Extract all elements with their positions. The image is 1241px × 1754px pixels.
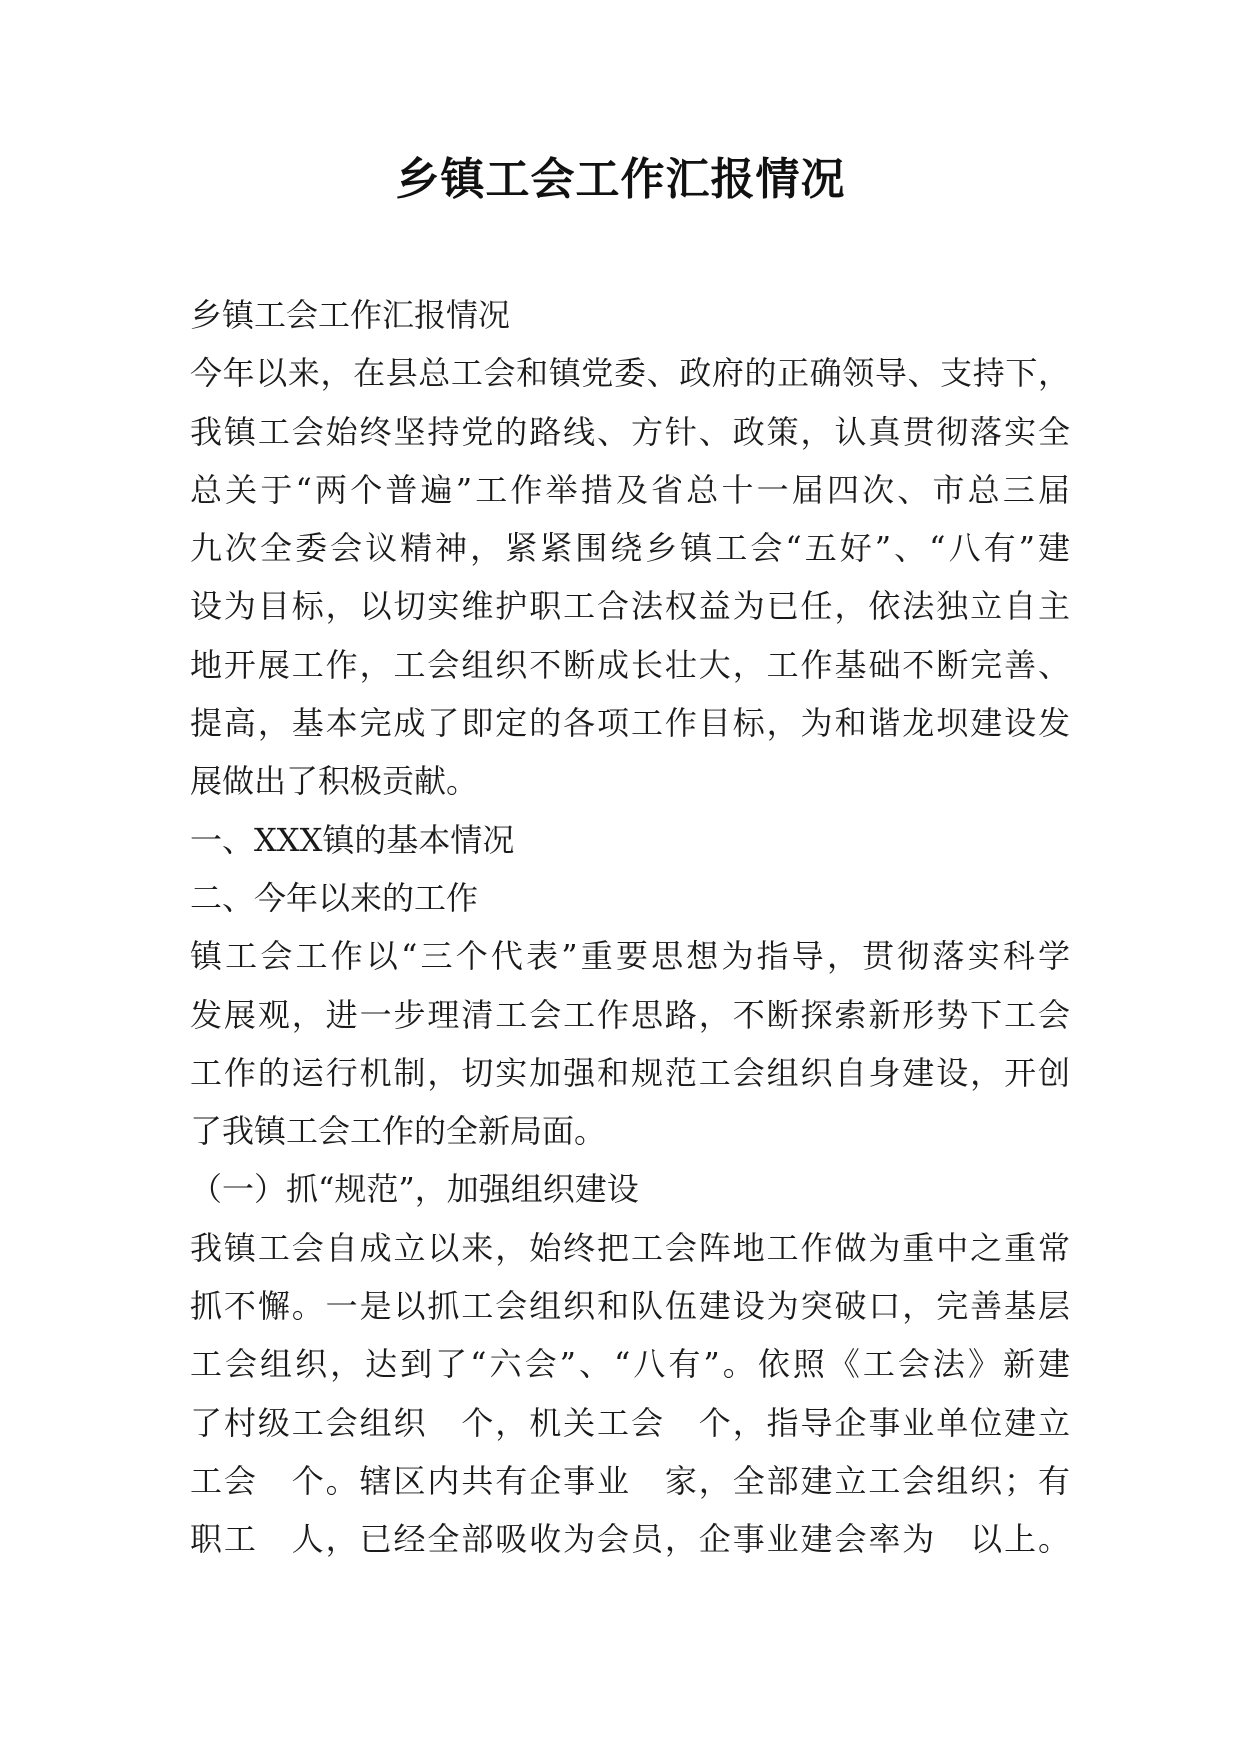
- document-body: [190, 286, 1070, 1569]
- paragraph-line: 了村级工会组织 个，机关工会 个，指导企事业单位建立: [190, 1403, 1070, 1442]
- paragraph-line: 抓不懈。一是以抓工会组织和队伍建设为突破口，完善基层: [190, 1287, 1070, 1326]
- paragraph-line: 工会 个。辖区内共有企事业 家，全部建立工会组织；有: [190, 1461, 1070, 1500]
- paragraph-line: 镇工会工作以“三个代表”重要思想为指导，贯彻落实科学: [190, 937, 1070, 976]
- paragraph-line: 提高，基本完成了即定的各项工作目标，为和谐龙坝建设发: [190, 704, 1070, 743]
- document-title: 乡镇工会工作汇报情况: [395, 154, 846, 205]
- paragraph-line: 一、XXX镇的基本情况: [190, 820, 515, 859]
- paragraph-line: 了我镇工会工作的全新局面。: [190, 1112, 607, 1151]
- paragraph-line: 地开展工作，工会组织不断成长壮大，工作基础不断完善、: [190, 645, 1070, 684]
- paragraph-line: 我镇工会始终坚持党的路线、方针、政策，认真贯彻落实全: [190, 412, 1070, 451]
- paragraph-line: 工会组织，达到了“六会”、“八有”。依照《工会法》新建: [190, 1345, 1070, 1384]
- paragraph-line: 设为目标，以切实维护职工合法权益为已任，依法独立自主: [190, 587, 1070, 626]
- paragraph-line: 工作的运行机制，切实加强和规范工会组织自身建设，开创: [190, 1053, 1070, 1092]
- paragraph-line: 今年以来，在县总工会和镇党委、政府的正确领导、支持下，: [190, 354, 1070, 393]
- paragraph-line: 二、今年以来的工作: [190, 878, 479, 917]
- paragraph-line: 总关于“两个普遍”工作举措及省总十一届四次、市总三届: [190, 470, 1070, 509]
- paragraph-line: 职工 人，已经全部吸收为会员，企事业建会率为 以上。: [190, 1520, 1070, 1559]
- paragraph-line: 九次全委会议精神，紧紧围绕乡镇工会“五好”、“八有”建: [190, 529, 1070, 568]
- paragraph-line: （一）抓“规范”，加强组织建设: [190, 1170, 639, 1209]
- paragraph-line: 展做出了积极贡献。: [190, 762, 479, 801]
- paragraph-line: 发展观，进一步理清工会工作思路，不断探索新形势下工会: [190, 995, 1070, 1034]
- paragraph-line: 我镇工会自成立以来，始终把工会阵地工作做为重中之重常: [190, 1228, 1070, 1267]
- paragraph-line: 乡镇工会工作汇报情况: [190, 296, 511, 334]
